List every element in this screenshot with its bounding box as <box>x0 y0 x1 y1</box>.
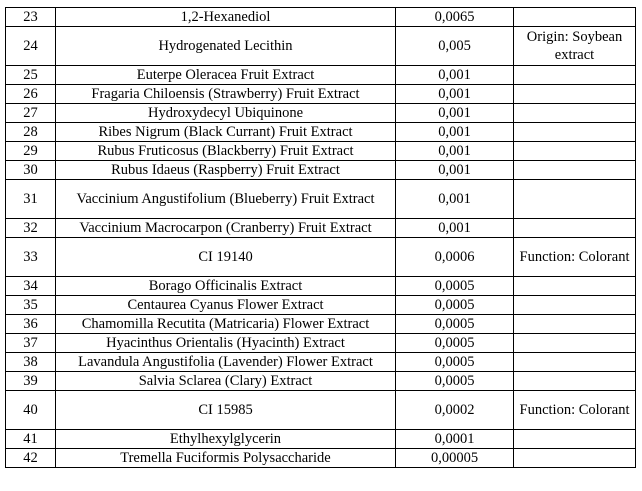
ingredient-name: Tremella Fuciformis Polysaccharide <box>56 449 396 468</box>
ingredient-percentage: 0,0005 <box>396 372 514 391</box>
row-number: 36 <box>6 315 56 334</box>
table-row <box>6 142 636 161</box>
ingredient-note <box>514 180 636 219</box>
ingredient-percentage: 0,0006 <box>396 238 514 277</box>
table-row <box>6 180 636 219</box>
table-row <box>6 449 636 468</box>
row-number: 37 <box>6 334 56 353</box>
ingredient-name: Hydroxydecyl Ubiquinone <box>56 104 396 123</box>
ingredient-name: Vaccinium Angustifolium (Blueberry) Fruit Extract <box>56 180 396 219</box>
ingredient-note <box>514 430 636 449</box>
ingredient-note <box>514 123 636 142</box>
row-number: 29 <box>6 142 56 161</box>
ingredient-name: Salvia Sclarea (Clary) Extract <box>56 372 396 391</box>
ingredient-note <box>514 104 636 123</box>
ingredient-note <box>514 277 636 296</box>
ingredient-percentage: 0,001 <box>396 66 514 85</box>
ingredient-note <box>514 219 636 238</box>
ingredient-percentage: 0,005 <box>396 27 514 66</box>
ingredient-note <box>514 449 636 468</box>
row-number: 35 <box>6 296 56 315</box>
ingredient-name: Chamomilla Recutita (Matricaria) Flower Extract <box>56 315 396 334</box>
ingredient-name: Rubus Fruticosus (Blackberry) Fruit Extract <box>56 142 396 161</box>
row-number: 33 <box>6 238 56 277</box>
row-number: 30 <box>6 161 56 180</box>
table-row <box>6 277 636 296</box>
table-row <box>6 315 636 334</box>
table-row <box>6 8 636 27</box>
table-row <box>6 430 636 449</box>
row-number: 24 <box>6 27 56 66</box>
table-row <box>6 104 636 123</box>
ingredient-percentage: 0,001 <box>396 142 514 161</box>
ingredient-note: Function: Colorant <box>514 238 636 277</box>
ingredient-note <box>514 8 636 27</box>
ingredient-name: CI 15985 <box>56 391 396 430</box>
ingredient-percentage: 0,001 <box>396 104 514 123</box>
row-number: 26 <box>6 85 56 104</box>
ingredient-percentage: 0,001 <box>396 85 514 104</box>
ingredient-name: Centaurea Cyanus Flower Extract <box>56 296 396 315</box>
ingredient-name: Rubus Idaeus (Raspberry) Fruit Extract <box>56 161 396 180</box>
ingredient-note <box>514 161 636 180</box>
row-number: 32 <box>6 219 56 238</box>
ingredient-name: Lavandula Angustifolia (Lavender) Flower Extract <box>56 353 396 372</box>
ingredient-percentage: 0,0002 <box>396 391 514 430</box>
ingredient-name: CI 19140 <box>56 238 396 277</box>
ingredient-name: Hydrogenated Lecithin <box>56 27 396 66</box>
ingredient-percentage: 0,0005 <box>396 315 514 334</box>
table-row <box>6 296 636 315</box>
ingredient-name: Fragaria Chiloensis (Strawberry) Fruit Extract <box>56 85 396 104</box>
ingredient-percentage: 0,0005 <box>396 353 514 372</box>
ingredient-name: Hyacinthus Orientalis (Hyacinth) Extract <box>56 334 396 353</box>
ingredient-percentage: 0,0001 <box>396 430 514 449</box>
ingredient-percentage: 0,001 <box>396 180 514 219</box>
ingredient-note <box>514 66 636 85</box>
ingredient-note <box>514 296 636 315</box>
ingredient-percentage: 0,001 <box>396 161 514 180</box>
row-number: 40 <box>6 391 56 430</box>
row-number: 38 <box>6 353 56 372</box>
ingredient-note <box>514 85 636 104</box>
row-number: 34 <box>6 277 56 296</box>
table-row <box>6 161 636 180</box>
ingredient-percentage: 0,0065 <box>396 8 514 27</box>
ingredient-note <box>514 315 636 334</box>
ingredient-note <box>514 142 636 161</box>
ingredient-note: Function: Colorant <box>514 391 636 430</box>
row-number: 41 <box>6 430 56 449</box>
row-number: 28 <box>6 123 56 142</box>
row-number: 39 <box>6 372 56 391</box>
table-row <box>6 334 636 353</box>
ingredient-note <box>514 334 636 353</box>
ingredients-table <box>5 7 636 468</box>
table-row <box>6 27 636 66</box>
row-number: 27 <box>6 104 56 123</box>
table-row <box>6 238 636 277</box>
table-row <box>6 219 636 238</box>
ingredient-note: Origin: Soybean extract <box>514 27 636 66</box>
row-number: 31 <box>6 180 56 219</box>
ingredient-name: Vaccinium Macrocarpon (Cranberry) Fruit Extract <box>56 219 396 238</box>
ingredient-percentage: 0,0005 <box>396 334 514 353</box>
table-row <box>6 391 636 430</box>
row-number: 25 <box>6 66 56 85</box>
row-number: 42 <box>6 449 56 468</box>
ingredient-note <box>514 372 636 391</box>
ingredient-percentage: 0,001 <box>396 219 514 238</box>
table-row <box>6 123 636 142</box>
table-row <box>6 66 636 85</box>
table-row <box>6 85 636 104</box>
ingredient-percentage: 0,001 <box>396 123 514 142</box>
ingredient-percentage: 0,0005 <box>396 296 514 315</box>
ingredient-name: Ribes Nigrum (Black Currant) Fruit Extract <box>56 123 396 142</box>
ingredient-note <box>514 353 636 372</box>
table-row <box>6 353 636 372</box>
table-row <box>6 372 636 391</box>
ingredient-name: Ethylhexylglycerin <box>56 430 396 449</box>
ingredient-name: Euterpe Oleracea Fruit Extract <box>56 66 396 85</box>
ingredient-percentage: 0,00005 <box>396 449 514 468</box>
row-number: 23 <box>6 8 56 27</box>
ingredient-name: Borago Officinalis Extract <box>56 277 396 296</box>
ingredient-percentage: 0,0005 <box>396 277 514 296</box>
ingredient-name: 1,2-Hexanediol <box>56 8 396 27</box>
